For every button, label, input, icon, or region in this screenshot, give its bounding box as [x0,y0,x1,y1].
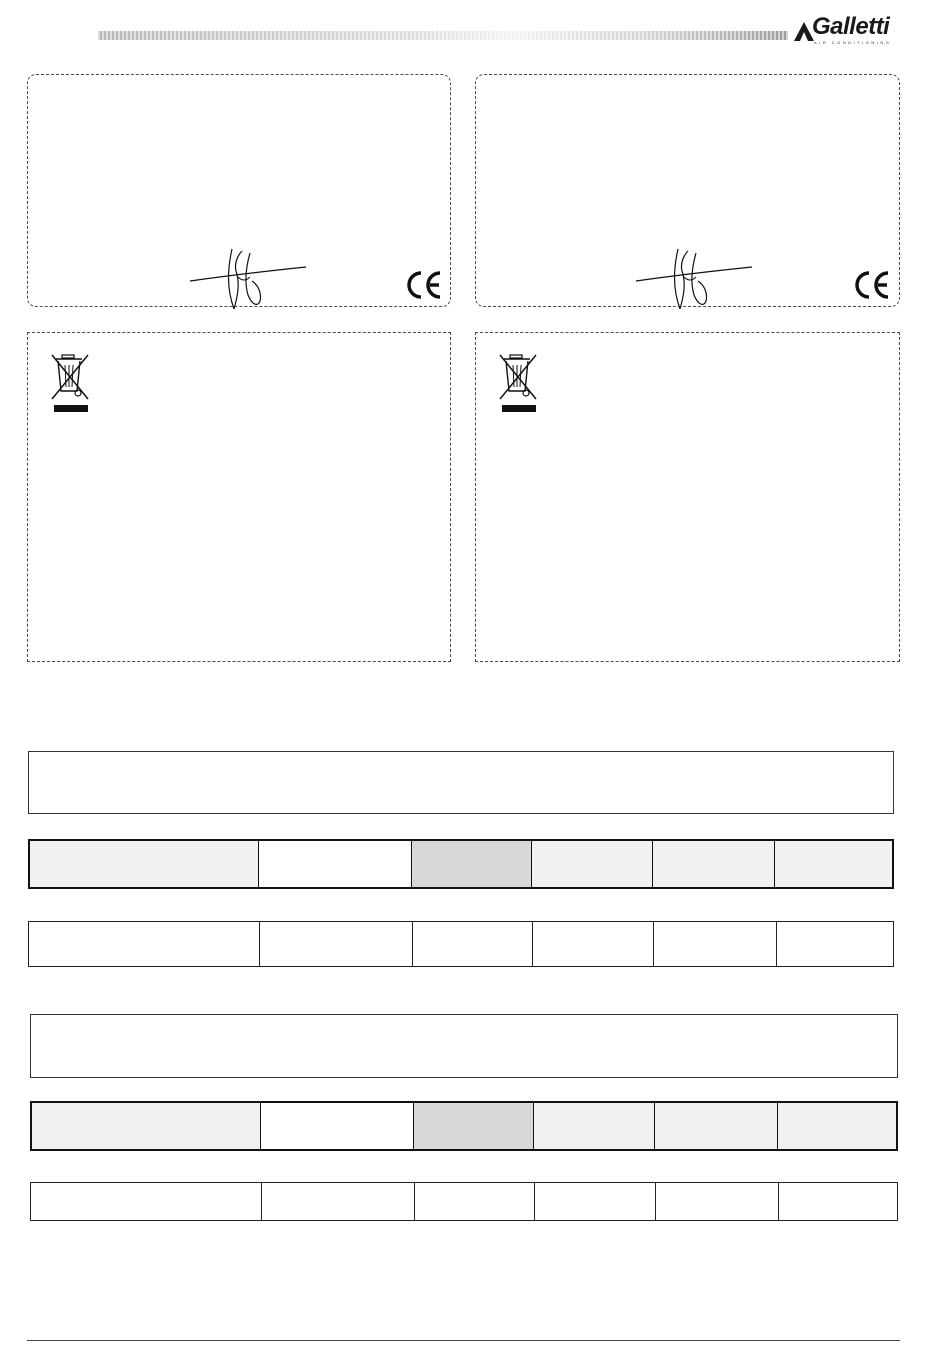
table-title-box-2 [30,1014,898,1078]
signature-image [188,247,308,313]
data-cell [535,1183,656,1220]
table-data-row-1 [28,921,894,967]
data-cell [654,922,777,966]
data-cell [413,922,533,966]
data-cell [656,1183,779,1220]
header-cell [261,1103,414,1149]
crossed-out-wheeled-bin-icon [496,351,540,413]
declaration-box-right [475,74,900,307]
data-cell [260,922,413,966]
header-cell [30,1103,261,1149]
waste-disposal-box-right [475,332,900,662]
crossed-out-wheeled-bin-icon [48,351,92,413]
ce-mark-icon [404,269,444,301]
data-cell [415,1183,535,1220]
footer-divider [27,1340,900,1341]
data-cell [29,922,260,966]
header-cell [775,841,894,887]
header-gradient-bar [98,31,788,40]
header-cell [532,841,653,887]
ce-mark-icon [852,269,892,301]
header-cell-highlighted [412,841,532,887]
header-cell [655,1103,778,1149]
data-cell [779,1183,898,1220]
header-cell [259,841,412,887]
table-title-box-1 [28,751,894,814]
header-cell [534,1103,655,1149]
table-header-row-1 [28,839,894,889]
header-cell-highlighted [414,1103,534,1149]
data-cell [533,922,654,966]
brand-name: Galletti [812,13,890,40]
data-cell [262,1183,415,1220]
header-cell [28,841,259,887]
data-cell [31,1183,262,1220]
header-cell [653,841,775,887]
header-cell [778,1103,898,1149]
table-header-row-2 [30,1101,898,1151]
declaration-box-left [27,74,451,307]
brand-tagline: AIR CONDITIONING [814,40,892,45]
galletti-logo [792,13,904,48]
table-data-row-2 [30,1182,898,1221]
data-cell [777,922,894,966]
signature-image [634,247,754,313]
waste-disposal-box-left [27,332,451,662]
